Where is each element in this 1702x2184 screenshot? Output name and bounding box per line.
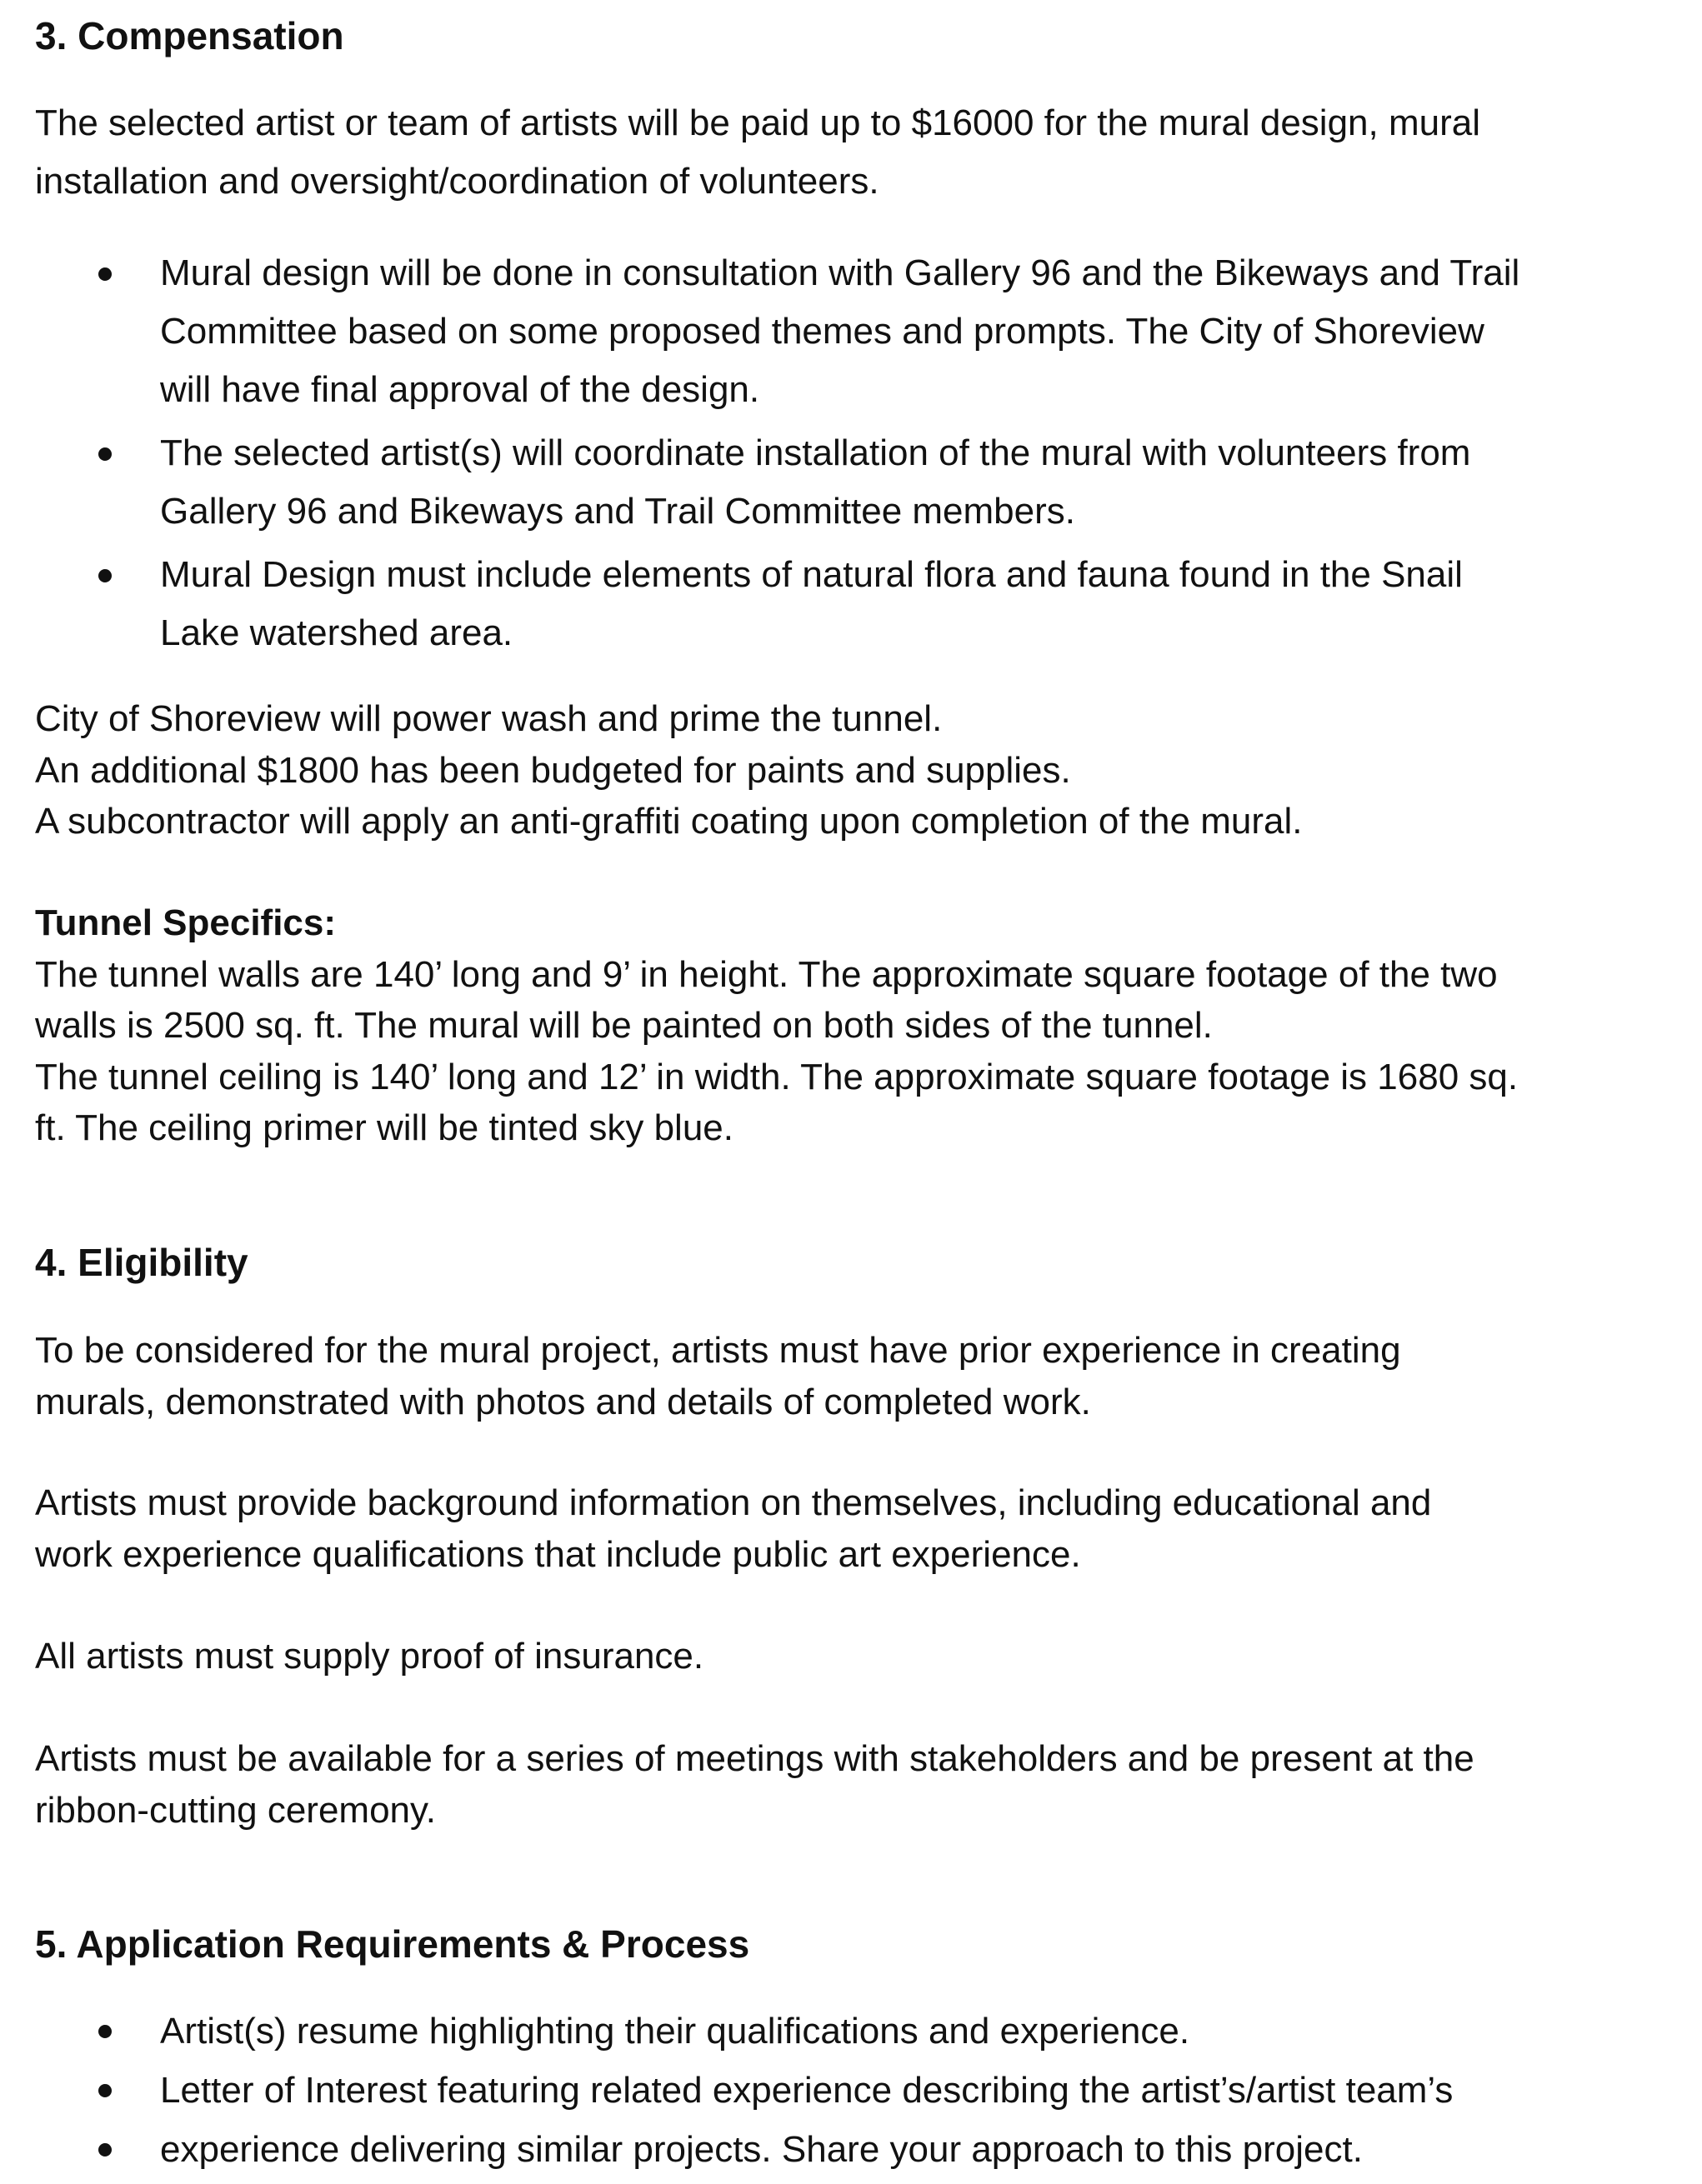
bullet-icon [98, 569, 112, 582]
list-item-line: Committee based on some proposed themes and prompts. The City of Shoreview [160, 311, 1484, 352]
paragraph-line: A subcontractor will apply an anti-graffiti coating upon completion of the mural. [35, 801, 1303, 842]
list-item [35, 2120, 1669, 2179]
list-item-line: The selected artist(s) will coordinate installation of the mural with volunteers from [160, 432, 1471, 473]
compensation-notes [35, 693, 1669, 847]
paragraph-line: The selected artist or team of artists will be paid up to $16000 for the mural design, mural [35, 102, 1480, 143]
section-4-heading: 4. Eligibility [35, 1241, 248, 1284]
eligibility-paragraph [35, 1477, 1669, 1580]
list-item-line: experience delivering similar projects. Share your approach to this project. [160, 2129, 1363, 2170]
paragraph-line: All artists must supply proof of insurance. [35, 1636, 704, 1677]
bullet-icon [98, 267, 112, 281]
paragraph-line: An additional $1800 has been budgeted for paints and supplies. [35, 749, 1071, 791]
bullet-icon [98, 2143, 112, 2157]
list-item-line: Letter of Interest featuring related experience describing the artist’s/artist team’s [160, 2070, 1454, 2111]
list-item [35, 244, 1669, 419]
list-item-line: Lake watershed area. [160, 612, 513, 653]
tunnel-specifics [35, 897, 1669, 1154]
eligibility-paragraph [35, 1325, 1669, 1427]
paragraph-line: ft. The ceiling primer will be tinted sky blue. [35, 1107, 733, 1148]
paragraph-line: City of Shoreview will power wash and prime the tunnel. [35, 698, 943, 739]
section-5-heading: 5. Application Requirements & Process [35, 1922, 750, 1966]
bullet-icon [98, 447, 112, 461]
list-item [35, 2061, 1669, 2120]
eligibility-paragraph [35, 1733, 1669, 1836]
list-item-line: Artist(s) resume highlighting their qualifications and experience. [160, 2011, 1190, 2052]
bullet-icon [98, 2084, 112, 2097]
paragraph-line: ribbon-cutting ceremony. [35, 1789, 436, 1831]
paragraph-line: The tunnel ceiling is 140’ long and 12’ in width. The approximate square footage is 1680 sq. [35, 1056, 1519, 1097]
list-item-line: Mural design will be done in consultation with Gallery 96 and the Bikeways and Trail [160, 252, 1520, 293]
paragraph-line: The tunnel walls are 140’ long and 9’ in height. The approximate square footage of the two [35, 953, 1498, 995]
application-bullet-list [35, 2002, 1669, 2179]
paragraph-line: Artists must be available for a series of meetings with stakeholders and be present at the [35, 1738, 1474, 1779]
list-item [35, 2002, 1669, 2061]
list-item [35, 424, 1669, 541]
tunnel-specifics-label: Tunnel Specifics: [35, 902, 337, 943]
paragraph-line: To be considered for the mural project, artists must have prior experience in creating [35, 1330, 1401, 1371]
paragraph-line: murals, demonstrated with photos and details of completed work. [35, 1381, 1091, 1422]
compensation-bullet-list [35, 244, 1669, 667]
paragraph-line: installation and oversight/coordination of volunteers. [35, 161, 879, 202]
paragraph-line: walls is 2500 sq. ft. The mural will be painted on both sides of the tunnel. [35, 1005, 1213, 1046]
section-3-heading: 3. Compensation [35, 14, 344, 57]
list-item-line: will have final approval of the design. [160, 369, 760, 410]
bullet-icon [98, 2025, 112, 2038]
list-item-line: Gallery 96 and Bikeways and Trail Committee members. [160, 491, 1075, 532]
paragraph-line: work experience qualifications that include public art experience. [35, 1533, 1081, 1575]
compensation-intro [35, 94, 1669, 211]
list-item [35, 546, 1669, 662]
paragraph-line: Artists must provide background information on themselves, including educational and [35, 1482, 1432, 1523]
eligibility-paragraph [35, 1631, 1669, 1682]
list-item-line: Mural Design must include elements of natural flora and fauna found in the Snail [160, 554, 1463, 595]
